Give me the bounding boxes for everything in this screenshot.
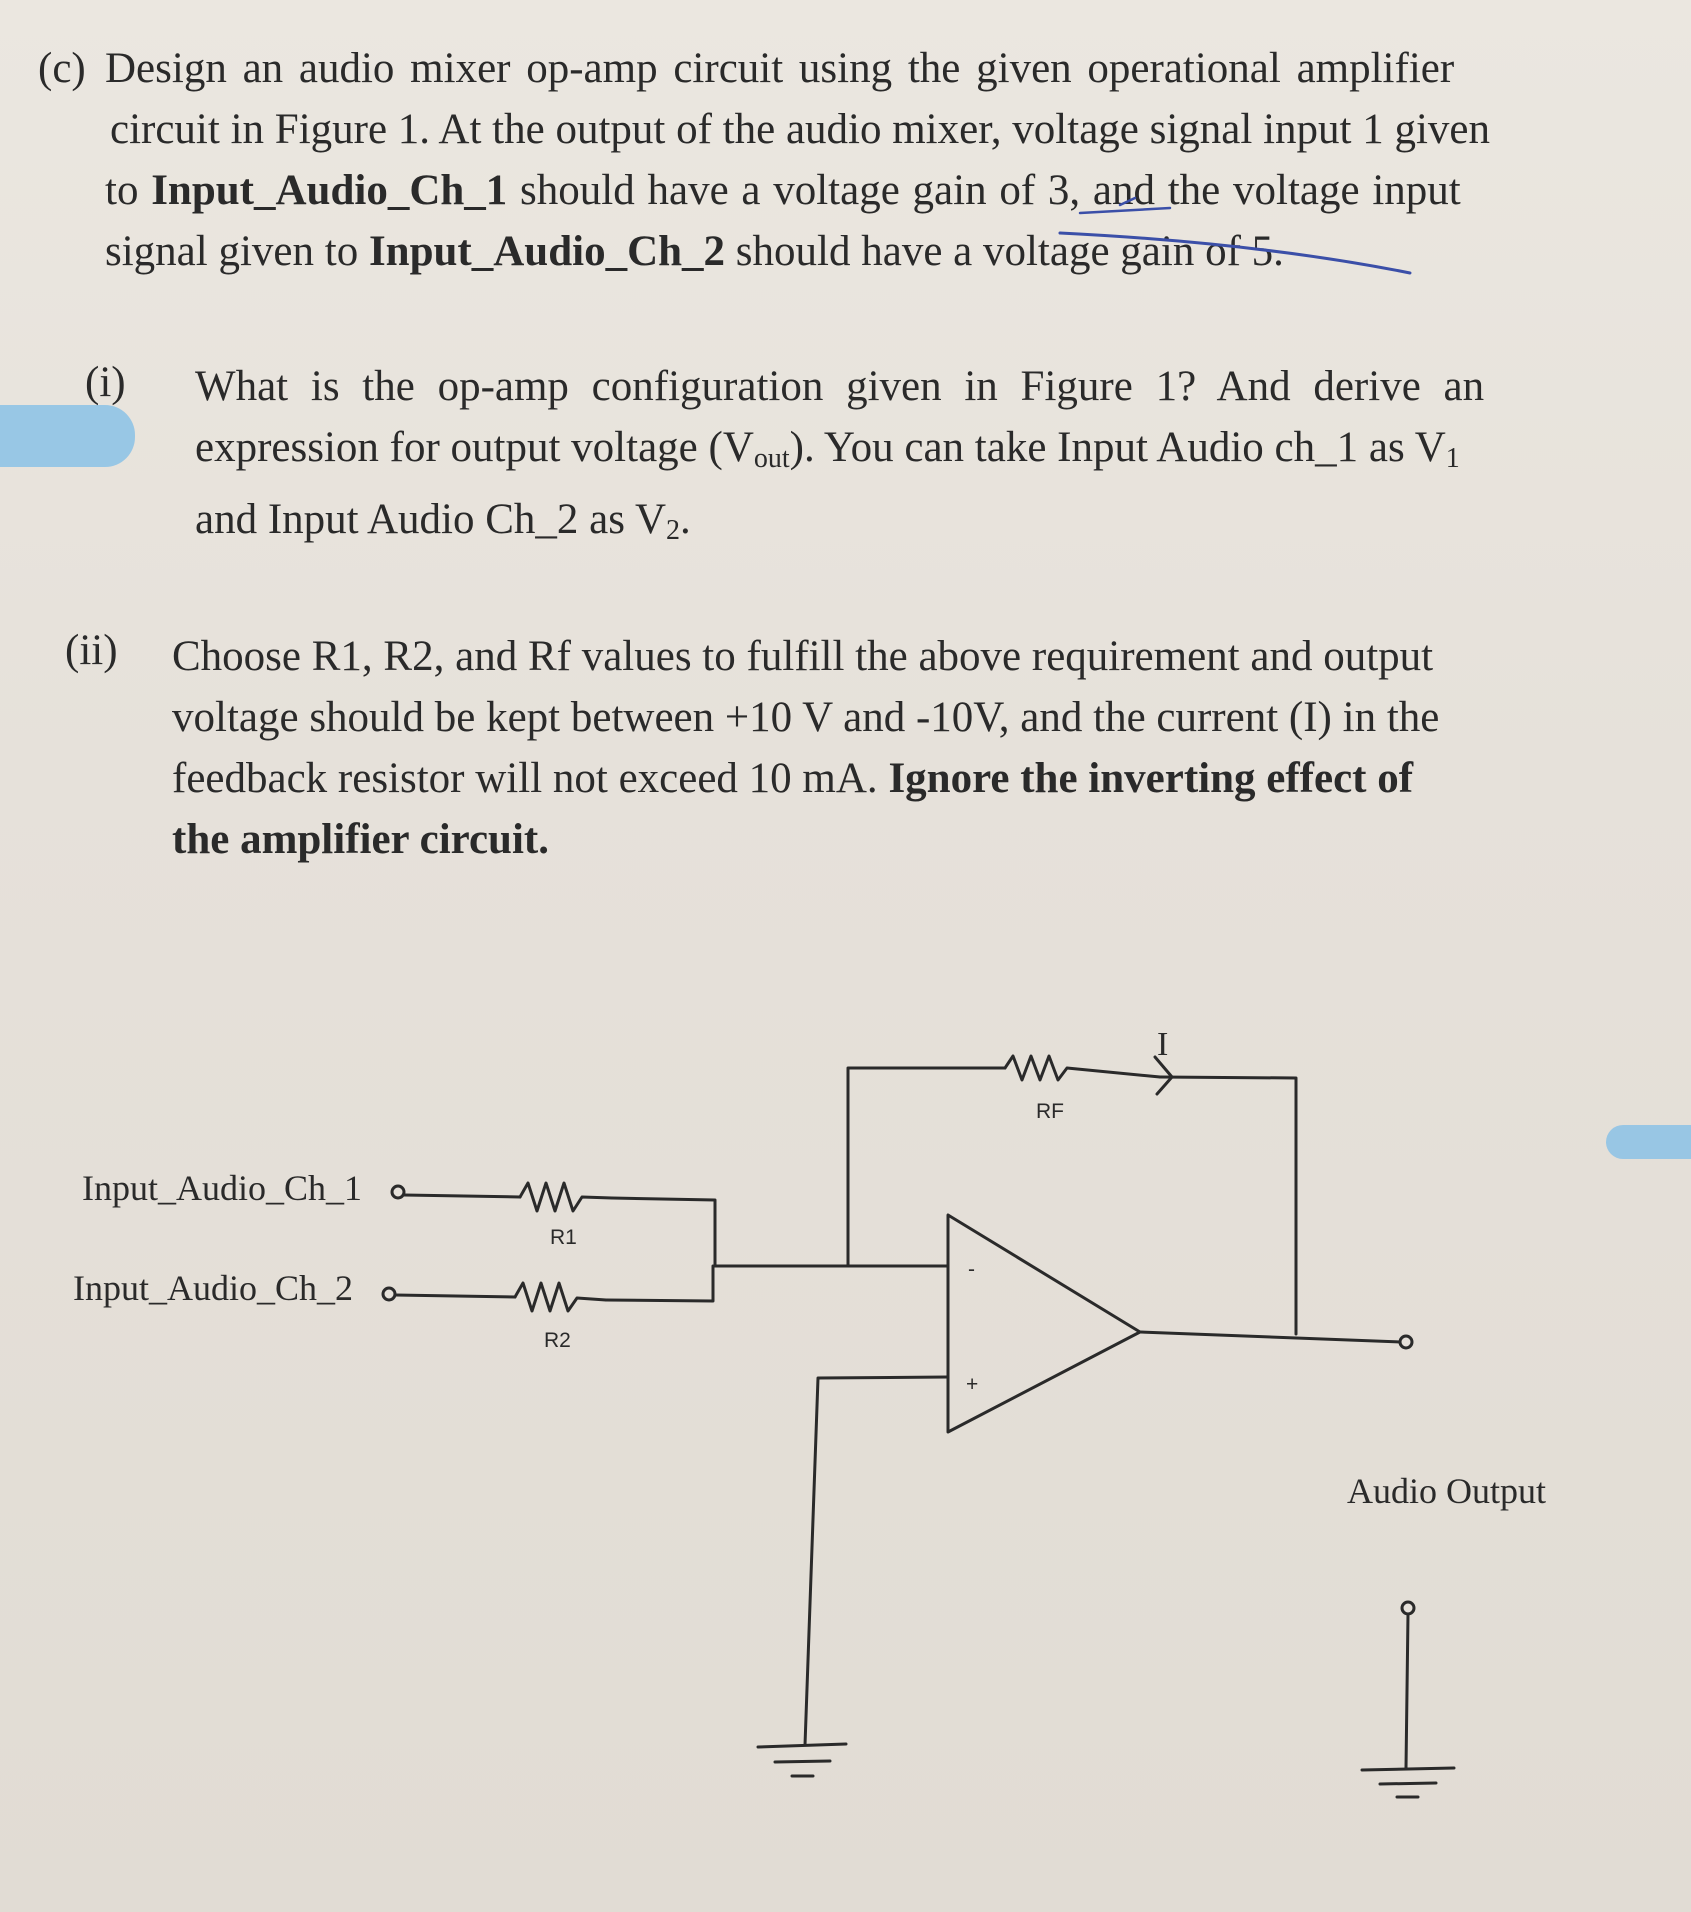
noninverting-wire (805, 1377, 948, 1745)
ground-right-2 (1380, 1783, 1436, 1784)
question-i-line-1: What is the op-amp configuration given in Figure 1? And derive an (195, 363, 1485, 410)
r1-resistor (520, 1183, 612, 1211)
audio-output-label: Audio Output (1347, 1471, 1547, 1511)
output-ground-wire (1406, 1614, 1408, 1768)
input2-label: Input_Audio_Ch_2 (73, 1268, 354, 1308)
question-c-line-4-pre: signal given to (105, 228, 369, 275)
ground-left-1 (758, 1744, 846, 1747)
input1-wire (404, 1195, 520, 1197)
r2-wire (606, 1266, 713, 1301)
question-c-line-1: Design an audio mixer op-amp circuit using the given operational amplifier (105, 45, 1455, 92)
question-i-line-2-post: ). You can take Input Audio ch_1 as V (789, 424, 1446, 471)
vout-subscript: out (753, 443, 790, 474)
question-c-line-4-post: should have a voltage gain of 5. (725, 228, 1284, 275)
input-ch1-bold: Input_Audio_Ch_1 (151, 167, 508, 214)
question-c-marker: (c) (38, 45, 86, 92)
ground-right-1 (1362, 1768, 1454, 1770)
input2-wire (395, 1295, 515, 1297)
feedback-right-wire (1160, 1077, 1296, 1334)
handwritten-underline (1060, 233, 1410, 273)
minus-label: - (968, 1258, 975, 1281)
question-c-line-3-pre: to (105, 167, 152, 214)
amplifier-circuit-bold: the amplifier circuit. (172, 816, 549, 863)
rf-label: RF (1036, 1100, 1064, 1123)
question-i-line-3-post: . (680, 496, 691, 543)
question-i-line-2-pre: expression for output voltage (V (195, 424, 754, 471)
handwritten-mark (1080, 198, 1170, 213)
question-c-line-2: circuit in Figure 1. At the output of the audio mixer, voltage signal input 1 given (110, 106, 1491, 153)
question-i-line-3-pre: and Input Audio Ch_2 as V (195, 496, 667, 543)
output-terminal (1400, 1336, 1412, 1348)
input-ch2-bold: Input_Audio_Ch_2 (368, 228, 726, 275)
opamp-triangle (948, 1215, 1140, 1432)
question-ii-line-3-pre: feedback resistor will not exceed 10 mA. (172, 755, 889, 802)
question-ii-marker: (ii) (65, 627, 118, 674)
plus-label: + (966, 1373, 979, 1396)
question-c-line-3-post: should have a voltage gain of 3, and the voltage input (507, 167, 1461, 214)
ignore-inverting-bold: Ignore the inverting effect of (888, 755, 1414, 802)
ground-left-2 (775, 1761, 830, 1762)
rf-resistor (1005, 1056, 1160, 1080)
input1-label: Input_Audio_Ch_1 (82, 1168, 363, 1208)
v1-subscript: 1 (1445, 443, 1460, 474)
output-wire (1140, 1332, 1400, 1342)
question-ii-line-2: voltage should be kept between +10 V and -10V, and the current (I) in the (172, 694, 1440, 741)
r1-wire (612, 1198, 715, 1266)
input1-terminal (392, 1186, 404, 1198)
output-ground-terminal (1402, 1602, 1414, 1614)
question-i-marker: (i) (85, 359, 126, 406)
r2-label: R2 (544, 1329, 571, 1352)
r1-label: R1 (550, 1226, 577, 1249)
v2-subscript: 2 (666, 515, 681, 546)
r2-resistor (515, 1283, 606, 1311)
current-label: I (1157, 1026, 1169, 1063)
question-ii-line-1: Choose R1, R2, and Rf values to fulfill the above requirement and output (172, 633, 1434, 680)
input2-terminal (383, 1288, 395, 1300)
